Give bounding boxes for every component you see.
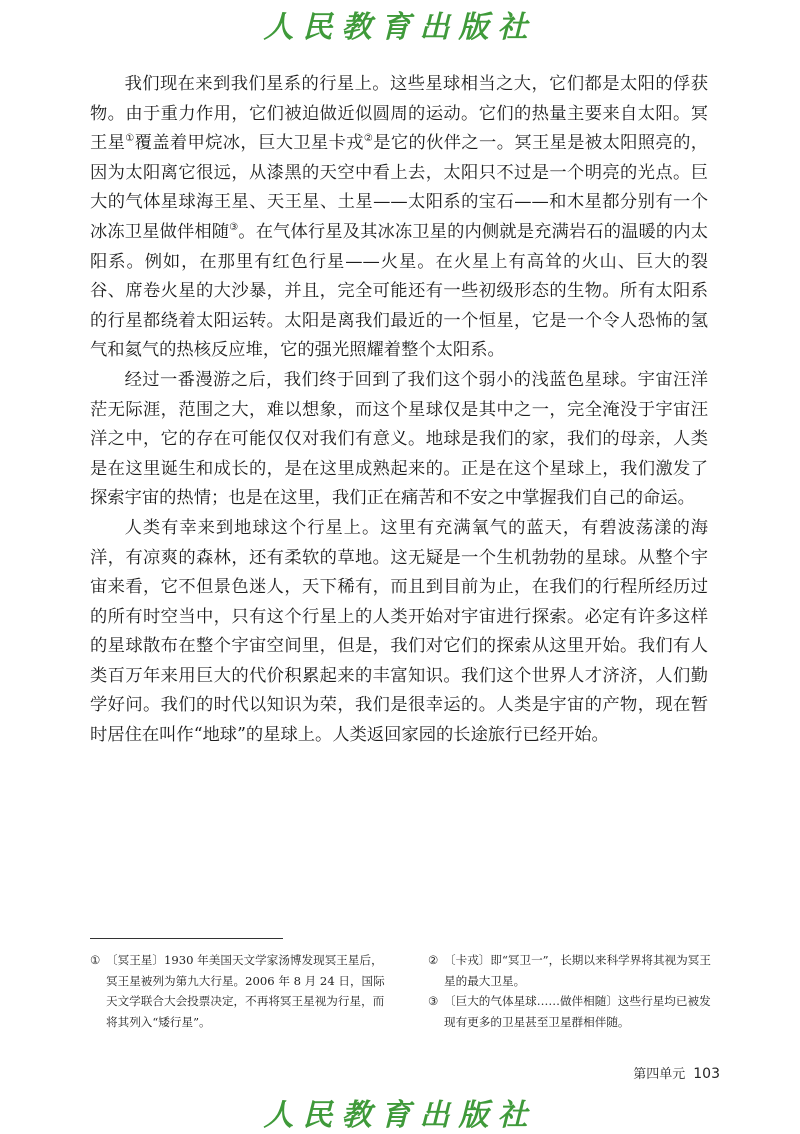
footnote-number: ① xyxy=(90,953,101,967)
footnote-divider xyxy=(90,938,283,939)
footnotes-right-column xyxy=(428,950,720,1032)
footnote-3 xyxy=(428,991,720,1032)
footnote-ref-3[interactable]: ③ xyxy=(229,221,239,233)
footnote-number: ③ xyxy=(428,994,439,1008)
unit-label: 第四单元 xyxy=(633,1067,686,1082)
publisher-logo-header: 人民教育出版社 xyxy=(263,10,537,45)
footnote-2 xyxy=(428,950,720,991)
paragraph-1: 我们现在来到我们星系的行星上。这些星球相当之大，它们都是太阳的俘获物。由于重力作用，它们被迫做近似圆周的运动。它们的热量主要来自太阳。冥王星①覆盖着甲烷冰，巨大卫星卡戎②是它的伙伴之一。冥王星是被太阳照亮的，因为太阳离它很远，从漆黑的天空中看上去，太阳只不过是一个明亮的光点。巨大的气体星球海王星、天王星、土星——太阳系的宝石——和木星都分别有一个冰冻卫星做伴相随③。在气体行星及其冰冻卫星的内侧就是充满岩石的温暖的内太阳系。例如，在那里有红色行星——火星。在火星上有高耸的火山、巨大的裂谷、席卷火星的大沙暴，并且，完全可能还有一些初级形态的生物。所有太阳系的行星都绕着太阳运转。太阳是离我们最近的一个恒星，它是一个令人恐怖的氢气和氦气的热核反应堆，它的强光照耀着整个太阳系。 xyxy=(90,74,708,361)
page-number: 103 xyxy=(693,1066,720,1082)
footnote-text: 〔巨大的气体星球……做伴相随〕这些行星均已被发现有更多的卫星甚至卫星群相伴随。 xyxy=(444,994,711,1029)
footnote-ref-2[interactable]: ② xyxy=(363,133,374,145)
page-info xyxy=(600,1063,720,1082)
paragraph-2: 经过一番漫游之后，我们终于回到了我们这个弱小的浅蓝色星球。宇宙汪洋茫无际涯，范围之大，难以想象，而这个星球仅是其中之一，完全淹没于宇宙汪洋之中，它的存在可能仅仅对我们有意义。地球是我们的家，我们的母亲，人类是在这里诞生和成长的，是在这里成熟起来的。正是在这个星球上，我们激发了探索宇宙的热情；也是在这里，我们正在痛苦和不安之中掌握我们自己的命运。 xyxy=(90,369,708,509)
footnote-text: 〔卡戎〕即“冥卫一”，长期以来科学界将其视为冥王星的最大卫星。 xyxy=(444,953,711,988)
footnotes-left-column xyxy=(90,950,390,1032)
paragraph-3: 人类有幸来到地球这个行星上。这里有充满氧气的蓝天，有碧波荡漾的海洋，有凉爽的森林，还有柔软的草地。这无疑是一个生机勃勃的星球。从整个宇宙来看，它不但景色迷人，天下稀有，而且到目前为止，在我们的行程所经历过的所有时空当中，只有这个行星上的人类开始对宇宙进行探索。必定有许多这样的星球散布在整个宇宙空间里，但是，我们对它们的探索从这里开始。我们有人类百万年来用巨大的代价积累起来的丰富知识。我们这个世界人才济济，人们勤学好问。我们的时代以知识为荣，我们是很幸运的。人类是宇宙的产物，现在暂时居住在叫作“地球”的星球上。人类返回家园的长途旅行已经开始。 xyxy=(90,517,708,746)
footnote-text: 〔冥王星〕1930 年美国天文学家汤博发现冥王星后，冥王星被列为第九大行星。2006 年 8 月 24 日，国际天文学联合大会投票决定，不再将冥王星视为行星，而将其列入“矮行星”。 xyxy=(106,953,385,1029)
publisher-logo-footer: 人民教育出版社 xyxy=(263,1098,537,1133)
footnote-1 xyxy=(90,950,390,1032)
footnote-ref-1[interactable]: ① xyxy=(125,133,135,145)
article-body xyxy=(90,70,708,751)
footnote-number: ② xyxy=(428,953,439,967)
